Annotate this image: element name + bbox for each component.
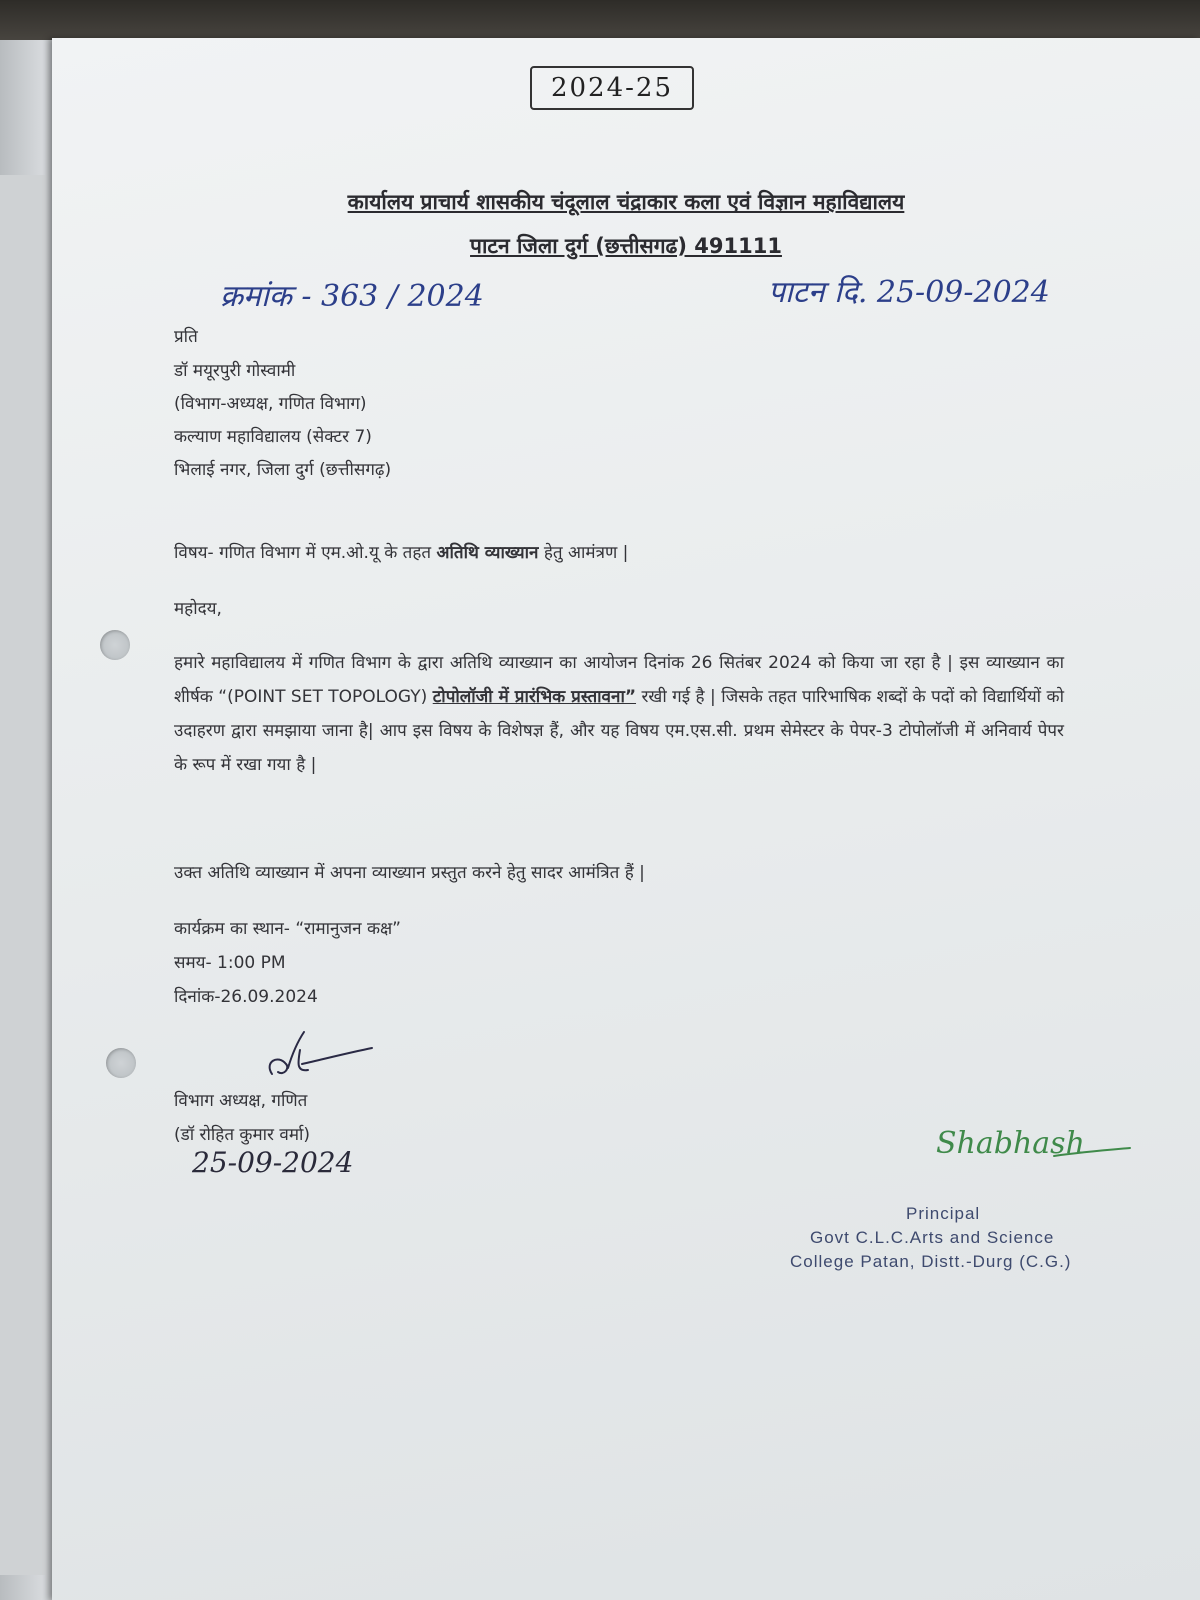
hod-name: (डॉ रोहित कुमार वर्मा) bbox=[174, 1125, 311, 1145]
venue-line: कार्यक्रम का स्थान- “रामानुजन कक्ष” bbox=[174, 919, 401, 939]
punch-hole bbox=[106, 1048, 136, 1078]
hod-title: विभाग अध्यक्ष, गणित bbox=[174, 1091, 308, 1111]
signature-stroke bbox=[1052, 1142, 1132, 1162]
hod-signature bbox=[248, 1028, 378, 1088]
hod-handwritten-date: 25-09-2024 bbox=[192, 1146, 354, 1179]
salutation: महोदय, bbox=[174, 599, 222, 619]
letterhead-line1: कार्यालय प्राचार्य शासकीय चंदूलाल चंद्राकार कला एवं विज्ञान महाविद्यालय bbox=[347, 190, 905, 214]
underlying-page-edge bbox=[0, 175, 46, 1575]
body-part1: हमारे महाविद्यालय में गणित विभाग के द्वारा अतिथि व्याख्यान का आयोजन दिनांक 26 सितंबर 2024 को किया जा रहा है | इस व्याख्यान का शीर्षक “(POINT SET TOPOLOGY) bbox=[174, 653, 1064, 707]
stamp-line3: College Patan, Distt.-Durg (C.G.) bbox=[790, 1252, 1072, 1271]
addressee-line: (विभाग-अध्यक्ष, गणित विभाग) bbox=[174, 394, 367, 414]
letterhead-line2: पाटन जिला दुर्ग (छत्तीसगढ) 491111 bbox=[470, 234, 782, 258]
punch-hole bbox=[100, 630, 130, 660]
place-date: पाटन दि. 25-09-2024 bbox=[768, 275, 1050, 310]
addressee-line: डॉ मयूरपुरी गोस्वामी bbox=[174, 361, 296, 381]
subject-prefix: विषय- गणित विभाग में एम.ओ.यू के तहत bbox=[174, 543, 437, 563]
addressee-line: भिलाई नगर, जिला दुर्ग (छत्तीसगढ़) bbox=[174, 460, 392, 480]
letter-sheet bbox=[52, 38, 1200, 1600]
addressee-line: कल्याण महाविद्यालय (सेक्टर 7) bbox=[174, 427, 372, 447]
stamp-line2: Govt C.L.C.Arts and Science bbox=[810, 1228, 1055, 1247]
time-line: समय- 1:00 PM bbox=[174, 953, 286, 973]
reference-number: क्रमांक - 363 / 2024 bbox=[220, 279, 484, 314]
subject-line bbox=[174, 540, 628, 563]
year-box: 2024-25 bbox=[530, 66, 694, 110]
principal-signature: Shabhash bbox=[936, 1126, 1085, 1161]
body-paragraph bbox=[174, 646, 1064, 782]
stamp-line1: Principal bbox=[906, 1204, 981, 1223]
date-line: दिनांक-26.09.2024 bbox=[174, 987, 318, 1007]
body-part2: रखी गई है | जिसके तहत पारिभाषिक शब्दों के पदों को विद्यार्थियों को उदाहरण द्वारा समझाया जाना है| आप इस विषय के विशेषज्ञ हैं, और यह विषय एम.एस.सी. प्रथम सेमेस्टर के पेपर-3 टोपोलॉजी में अनिवार्य पेपर के रूप में रखा गया है | bbox=[174, 687, 1064, 775]
subject-bold: अतिथि व्याख्यान bbox=[436, 543, 539, 563]
invitation-line: उक्त अतिथि व्याख्यान में अपना व्याख्यान प्रस्तुत करने हेतु सादर आमंत्रित हैं | bbox=[174, 863, 645, 883]
to-label: प्रति bbox=[174, 327, 198, 347]
subject-suffix: हेतु आमंत्रण | bbox=[538, 543, 629, 563]
lecture-title: टोपोलॉजी में प्रारंभिक प्रस्तावना” bbox=[432, 687, 637, 707]
